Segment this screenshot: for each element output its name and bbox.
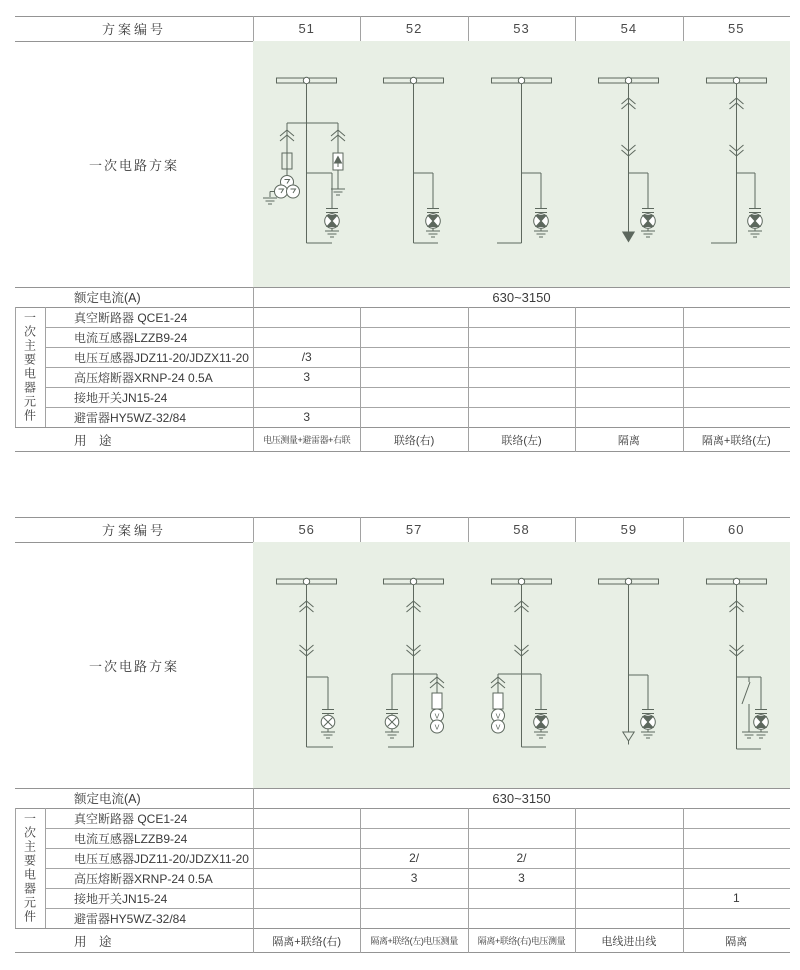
- scheme-number: 53: [513, 21, 530, 36]
- components-group-label: 一次主要电器元件: [22, 812, 37, 924]
- component-value: [468, 367, 575, 387]
- component-name: 真空断路器 QCE1-24: [74, 310, 188, 325]
- component-value: [468, 808, 575, 828]
- scheme-number-header: 方案编号: [101, 22, 166, 37]
- component-value: 3: [303, 410, 311, 424]
- scheme-number: 59: [620, 522, 638, 537]
- circuit-cell: [360, 41, 467, 287]
- component-value: 3: [410, 871, 418, 885]
- scheme-number: 56: [298, 522, 315, 537]
- scheme-number: 60: [728, 522, 745, 537]
- component-name: 电压互感器JDZ11-20/JDZX11-20: [74, 350, 249, 365]
- component-name: 高压熔断器XRNP-24 0.5A: [74, 871, 213, 886]
- component-name: 避雷器HY5WZ-32/84: [74, 410, 187, 425]
- component-name: 电流互感器LZZB9-24: [74, 831, 188, 846]
- component-value: [683, 407, 790, 427]
- component-value: [575, 307, 682, 327]
- component-name: 接地开关JN15-24: [74, 891, 168, 906]
- component-value: [360, 808, 467, 828]
- scheme-table-51-55: [15, 16, 790, 452]
- component-value: [360, 327, 467, 347]
- component-value: [360, 347, 467, 367]
- rated-current-value: 630~3150: [492, 790, 551, 806]
- component-value: [683, 848, 790, 868]
- component-value: 1: [732, 891, 740, 905]
- component-value: [575, 848, 682, 868]
- scheme-number: 54: [620, 21, 638, 36]
- component-value: [253, 888, 360, 908]
- component-value: [575, 347, 682, 367]
- circuit-diagram-59: [575, 542, 682, 788]
- component-value: [575, 868, 682, 888]
- component-value: [683, 347, 790, 367]
- primary-circuit-label: 一次电路方案: [88, 658, 179, 674]
- component-value: [683, 327, 790, 347]
- circuit-diagram-51: [253, 41, 360, 287]
- component-value: [360, 908, 467, 928]
- usage-value: 隔离: [617, 434, 640, 447]
- component-value: [360, 367, 467, 387]
- component-name: 电压互感器JDZ11-20/JDZX11-20: [74, 851, 249, 866]
- usage-value: 隔离+联络(左)电压测量: [370, 936, 458, 946]
- component-value: [253, 848, 360, 868]
- svg-text:V: V: [495, 712, 501, 721]
- circuit-diagram-53: [468, 41, 575, 287]
- svg-text:V: V: [434, 723, 440, 732]
- component-value: [360, 828, 467, 848]
- component-value: [575, 808, 682, 828]
- component-value: [468, 387, 575, 407]
- svg-text:V: V: [495, 723, 501, 732]
- component-value: [683, 307, 790, 327]
- component-value: [575, 407, 682, 427]
- circuit-diagram-60: [683, 542, 790, 788]
- component-name: 电流互感器LZZB9-24: [74, 330, 188, 345]
- usage-value: 隔离+联络(左): [701, 434, 771, 447]
- component-value: [253, 387, 360, 407]
- component-value: [468, 407, 575, 427]
- component-value: /3: [301, 350, 312, 364]
- component-value: [575, 367, 682, 387]
- circuit-cell: [683, 41, 790, 287]
- component-value: [683, 387, 790, 407]
- rated-current-label: 额定电流(A): [74, 291, 141, 305]
- circuit-diagram-52: [360, 41, 467, 287]
- component-value: [253, 828, 360, 848]
- component-value: [360, 307, 467, 327]
- circuit-cell: [575, 41, 682, 287]
- component-value: 3: [303, 370, 311, 384]
- component-value: [253, 908, 360, 928]
- component-value: [683, 828, 790, 848]
- scheme-table-56-60: [15, 517, 790, 953]
- component-value: [575, 908, 682, 928]
- component-value: [468, 828, 575, 848]
- usage-label: 用 途: [74, 433, 112, 448]
- component-value: [253, 307, 360, 327]
- circuit-diagram-58: [468, 542, 575, 788]
- component-value: [253, 868, 360, 888]
- component-name: 接地开关JN15-24: [74, 390, 168, 405]
- rated-current-value: 630~3150: [492, 289, 551, 305]
- usage-value: 隔离+联络(右)电压测量: [477, 936, 566, 946]
- usage-label: 用 途: [74, 934, 112, 949]
- circuit-diagram-54: [575, 41, 682, 287]
- scheme-number-header: 方案编号: [101, 523, 166, 538]
- component-name: 避雷器HY5WZ-32/84: [74, 911, 187, 926]
- rated-current-label: 额定电流(A): [74, 792, 141, 806]
- component-value: [575, 387, 682, 407]
- component-value: [468, 908, 575, 928]
- component-value: [253, 327, 360, 347]
- component-value: [360, 888, 467, 908]
- circuit-diagram-56: [253, 542, 360, 788]
- component-value: [575, 828, 682, 848]
- component-value: 2/: [409, 851, 420, 865]
- component-value: [468, 307, 575, 327]
- circuit-cell: [253, 41, 360, 287]
- svg-text:V: V: [434, 712, 440, 721]
- component-value: [683, 868, 790, 888]
- usage-value: 联络(右): [393, 434, 435, 447]
- circuit-cell: [575, 542, 682, 788]
- component-value: [468, 347, 575, 367]
- component-value: [360, 387, 467, 407]
- circuit-diagram-55: [683, 41, 790, 287]
- usage-value: 隔离: [725, 935, 748, 948]
- usage-value: 隔离+联络(右): [272, 935, 342, 948]
- usage-value: 电压测量+避雷器+右联: [263, 435, 351, 445]
- scheme-number: 52: [405, 21, 423, 36]
- scheme-number: 57: [405, 522, 423, 537]
- component-value: [683, 808, 790, 828]
- circuit-diagram-57: [360, 542, 467, 788]
- component-value: 3: [518, 871, 525, 885]
- component-name: 高压熔断器XRNP-24 0.5A: [74, 370, 213, 385]
- scheme-number: 55: [728, 21, 745, 36]
- usage-value: 电线进出线: [601, 935, 657, 948]
- circuit-cell: [360, 542, 467, 788]
- component-name: 真空断路器 QCE1-24: [74, 811, 188, 826]
- component-value: [683, 367, 790, 387]
- component-value: [683, 908, 790, 928]
- component-value: [575, 327, 682, 347]
- circuit-cell: [468, 41, 575, 287]
- component-value: 2/: [516, 851, 527, 865]
- scheme-number: 58: [513, 522, 530, 537]
- components-group-label: 一次主要电器元件: [22, 311, 37, 423]
- usage-value: 联络(左): [501, 434, 542, 447]
- component-value: [468, 888, 575, 908]
- circuit-cell: [468, 542, 575, 788]
- circuit-cell: [253, 542, 360, 788]
- circuit-cell: [683, 542, 790, 788]
- component-value: [253, 808, 360, 828]
- component-value: [575, 888, 682, 908]
- scheme-number: 51: [298, 21, 315, 36]
- primary-circuit-label: 一次电路方案: [88, 157, 179, 173]
- component-value: [360, 407, 467, 427]
- component-value: [468, 327, 575, 347]
